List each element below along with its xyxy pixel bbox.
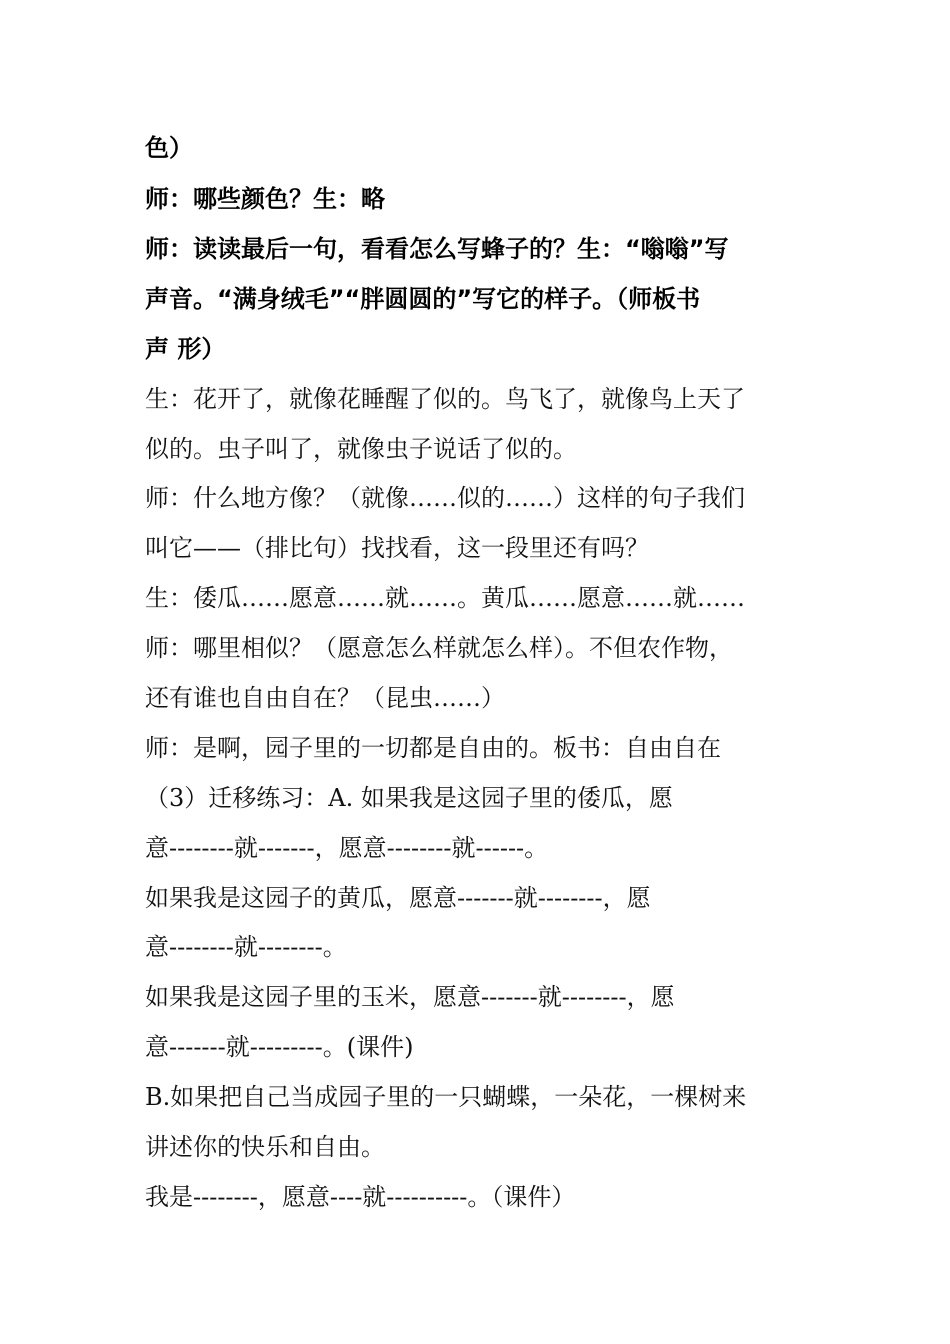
text-line: 如果我是这园子里的玉米，愿意-------就--------，愿 bbox=[145, 983, 675, 1011]
text-line: 意-------就---------。(课件) bbox=[145, 1033, 414, 1061]
text-line: 似的。虫子叫了，就像虫子说话了似的。 bbox=[145, 435, 577, 463]
text-line: 还有谁也自由自在？（昆虫……） bbox=[145, 684, 505, 712]
text-line: 色） bbox=[145, 134, 193, 162]
text-line: （3）迁移练习：A. 如果我是这园子里的倭瓜，愿 bbox=[145, 784, 673, 812]
text-line: 意--------就-------，愿意--------就------。 bbox=[145, 834, 549, 862]
text-line: 师：什么地方像？（就像……似的……）这样的句子我们 bbox=[145, 484, 745, 512]
text-line: 师：是啊，园子里的一切都是自由的。板书：自由自在 bbox=[145, 734, 721, 762]
text-line: 声音。“满身绒毛”“胖圆圆的”写它的样子。（师板书 bbox=[145, 285, 701, 313]
text-line: 生：倭瓜……愿意……就……。黄瓜……愿意……就…… bbox=[145, 584, 745, 612]
text-line: 意--------就--------。 bbox=[145, 933, 347, 961]
text-line: 讲述你的快乐和自由。 bbox=[145, 1133, 385, 1161]
text-line: 师：哪些颜色？生：略 bbox=[145, 185, 385, 213]
text-line: 师：哪里相似？（愿意怎么样就怎么样）。不但农作物， bbox=[145, 634, 733, 662]
text-line: 如果我是这园子的黄瓜，愿意-------就--------，愿 bbox=[145, 884, 651, 912]
text-line: 叫它——（排比句）找找看，这一段里还有吗？ bbox=[145, 534, 649, 562]
text-line: 我是--------，愿意----就----------。（课件） bbox=[145, 1183, 576, 1211]
text-line: 师：读读最后一句，看看怎么写蜂子的？生：“嗡嗡”写 bbox=[145, 235, 729, 263]
text-line: B.如果把自己当成园子里的一只蝴蝶，一朵花，一棵树来 bbox=[145, 1083, 747, 1111]
text-line: 生：花开了，就像花睡醒了似的。鸟飞了，就像鸟上天了 bbox=[145, 385, 745, 413]
text-line: 声 形） bbox=[145, 335, 226, 363]
